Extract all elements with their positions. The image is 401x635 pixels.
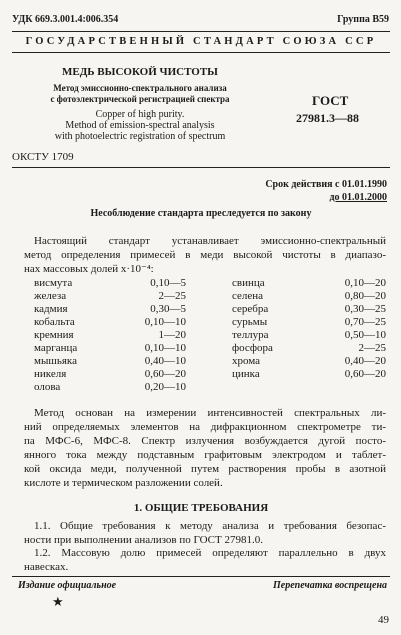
method-line: кислоте и термическом разложении солей. bbox=[24, 477, 223, 489]
validity-end: до 01.01.2000 bbox=[329, 192, 387, 203]
element-range: 0,10—5 bbox=[150, 277, 186, 289]
element-name: серебра bbox=[232, 303, 269, 315]
title-ru-sub2: с фотоэлектрической регистрацией спектра bbox=[50, 94, 230, 104]
element-range: 0,10—10 bbox=[144, 342, 186, 354]
method-line: кой оксида меди, полученной путем растворения пробы в азотной bbox=[24, 463, 386, 475]
title-en-2: Method of emission-spectral analysis bbox=[65, 120, 215, 131]
title-en-3: with photoelectric registration of spectrum bbox=[54, 131, 226, 142]
element-name: теллура bbox=[232, 329, 269, 341]
element-name: железа bbox=[34, 290, 67, 302]
legal-notice: Несоблюдение стандарта преследуется по закону bbox=[90, 208, 312, 219]
gosstandard-heading: ГОСУДАРСТВЕННЫЙ СТАНДАРТ СОЮЗА ССР bbox=[25, 36, 377, 47]
element-name: мышьяка bbox=[34, 355, 77, 367]
method-line: Метод основан на измерении интенсивностей спектральных ли- bbox=[34, 407, 386, 419]
validity-start: Срок действия с 01.01.1990 bbox=[265, 179, 387, 190]
element-range: 0,50—10 bbox=[344, 329, 386, 341]
element-name: олова bbox=[34, 381, 61, 393]
element-range: 0,30—25 bbox=[344, 303, 386, 315]
element-name: фосфора bbox=[232, 342, 273, 354]
reprint-prohibited: Перепечатка воспрещена bbox=[273, 580, 387, 591]
element-name: кадмия bbox=[34, 303, 68, 315]
element-name: кремния bbox=[34, 329, 74, 341]
element-range: 0,10—20 bbox=[344, 277, 386, 289]
element-name: селена bbox=[232, 290, 264, 302]
element-range: 2—25 bbox=[358, 342, 386, 354]
divider-footer bbox=[12, 576, 390, 577]
element-name: свинца bbox=[232, 277, 265, 289]
element-name: кобальта bbox=[34, 316, 75, 328]
req-line: навесках. bbox=[24, 561, 69, 573]
title-en-1: Copper of high purity. bbox=[95, 109, 185, 120]
element-range: 0,40—10 bbox=[144, 355, 186, 367]
element-range: 0,80—20 bbox=[344, 290, 386, 302]
divider-below-okstu bbox=[12, 167, 390, 168]
official-edition: Издание официальное bbox=[18, 580, 117, 591]
intro-line: нах массовых долей x·10⁻⁴: bbox=[24, 263, 154, 275]
element-range: 0,60—20 bbox=[344, 368, 386, 380]
intro-line: Настоящий стандарт устанавливает эмиссионно-спектральный bbox=[34, 235, 386, 247]
element-range: 0,40—20 bbox=[344, 355, 386, 367]
element-name: сурьмы bbox=[232, 316, 268, 328]
intro-line: метод определения примесей в меди высокой чистоты в диапазо- bbox=[24, 249, 386, 261]
group-code: Группа В59 bbox=[337, 14, 389, 25]
intro-paragraph bbox=[24, 234, 386, 276]
divider-below-heading bbox=[12, 52, 390, 53]
req-line: 1.1. Общие требования к методу анализа и требования безопас- bbox=[34, 520, 386, 532]
req-line: 1.2. Массовую долю примесей определяют параллельно в двух bbox=[34, 547, 386, 559]
element-range: 0,30—5 bbox=[150, 303, 186, 315]
title-ru-sub1: Метод эмиссионно-спектрального анализа bbox=[53, 83, 227, 93]
section-title: 1. ОБЩИЕ ТРЕБОВАНИЯ bbox=[133, 502, 269, 514]
method-paragraph bbox=[24, 406, 386, 490]
method-line: ний определяемых элементов на дифракционном спектрометре ти- bbox=[24, 421, 386, 433]
element-name: никеля bbox=[34, 368, 67, 380]
method-line: па МФС-6, МФС-8. Спектр излучения возбуждается дугой посто- bbox=[24, 435, 386, 447]
title-ru-main: МЕДЬ ВЫСОКОЙ ЧИСТОТЫ bbox=[62, 66, 218, 78]
element-name: цинка bbox=[232, 368, 260, 380]
requirement-1-2 bbox=[24, 546, 386, 574]
element-range: 0,70—25 bbox=[344, 316, 386, 328]
page-number: 49 bbox=[378, 614, 389, 626]
element-range: 2—25 bbox=[158, 290, 186, 302]
req-line: ности при выполнении анализов по ГОСТ 27981.0. bbox=[24, 534, 263, 546]
gost-number: 27981.3—88 bbox=[296, 111, 359, 125]
okstu-code: ОКСТУ 1709 bbox=[12, 151, 74, 163]
udk-code: УДК 669.3.001.4:006.354 bbox=[12, 14, 119, 25]
element-range: 0,20—10 bbox=[144, 381, 186, 393]
gost-label: ГОСТ bbox=[312, 93, 349, 108]
method-line: янного тока между подставным графитовым электродом и таблет- bbox=[24, 449, 386, 461]
element-range: 1—20 bbox=[158, 329, 186, 341]
element-range: 0,10—10 bbox=[144, 316, 186, 328]
star-icon: ★ bbox=[52, 594, 64, 609]
requirement-1-1 bbox=[24, 519, 386, 547]
divider-top bbox=[12, 31, 390, 32]
element-name: висмута bbox=[34, 277, 73, 289]
element-range: 0,60—20 bbox=[144, 368, 186, 380]
element-name: хрома bbox=[232, 355, 261, 367]
element-name: марганца bbox=[34, 342, 78, 354]
